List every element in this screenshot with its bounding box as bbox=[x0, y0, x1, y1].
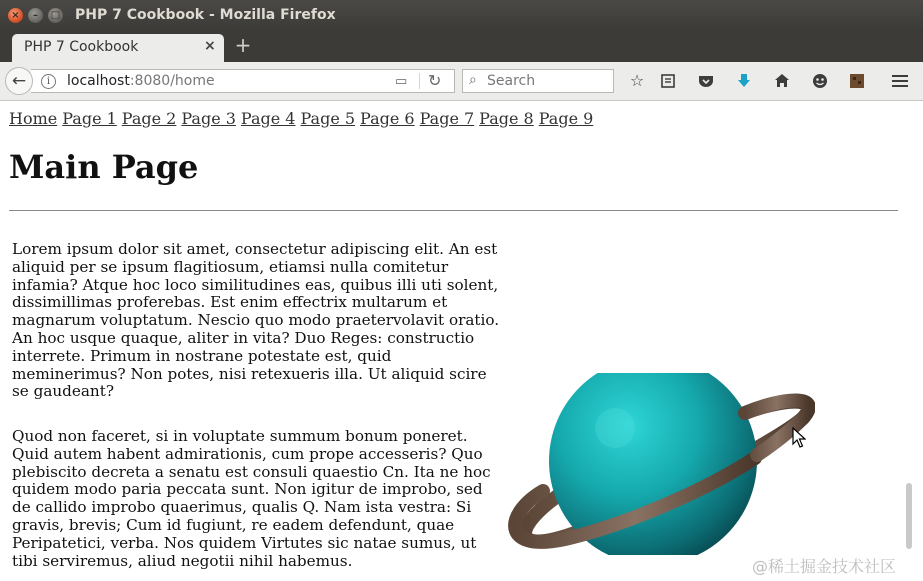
horizontal-rule bbox=[9, 210, 898, 211]
tab-close-icon[interactable]: × bbox=[204, 38, 216, 54]
window-close-button[interactable] bbox=[8, 8, 23, 23]
planet-image bbox=[505, 373, 815, 555]
site-info-icon[interactable]: i bbox=[41, 74, 56, 89]
window-maximize-button[interactable] bbox=[48, 8, 63, 23]
minimize-icon: – bbox=[33, 10, 38, 21]
nav-link-page-7[interactable]: Page 7 bbox=[419, 109, 475, 128]
pocket-icon[interactable] bbox=[695, 70, 717, 92]
window-minimize-button[interactable] bbox=[28, 8, 43, 23]
emoji-icon[interactable] bbox=[809, 70, 831, 92]
search-placeholder: Search bbox=[487, 73, 536, 89]
url-host: localhost bbox=[67, 73, 130, 89]
paragraph-1: Lorem ipsum dolor sit amet, consectetur adipiscing elit. An est aliquid per se ipsum flagitiosum, etiamsi nulla comitetur infamia? Atque hoc loco similitudines eas, quibus illi uti solent, dissimillimas proferebas. Est enim effectrix multarum et magnarum voluptatum. Nescio quo modo praetervolavit oratio. An hoc usque quaque, aliter in vita? Duo Reges: constructio interrete. Primum in nostrane potestate est, quid meminerimus? Non potes, nisi retexueris illa. Ut aliquid scire se gaudeant? bbox=[12, 240, 500, 401]
reload-icon[interactable]: ↻ bbox=[428, 71, 442, 90]
reader-view-icon[interactable]: ▭ bbox=[395, 74, 408, 89]
home-icon[interactable] bbox=[771, 70, 793, 92]
new-tab-button[interactable]: + bbox=[234, 33, 252, 57]
nav-link-page-2[interactable]: Page 2 bbox=[121, 109, 177, 128]
planet-sphere bbox=[549, 373, 757, 555]
extension-icon[interactable] bbox=[846, 70, 868, 92]
nav-link-page-9[interactable]: Page 9 bbox=[538, 109, 594, 128]
tab-php7-cookbook[interactable] bbox=[12, 34, 224, 62]
nav-link-page-5[interactable]: Page 5 bbox=[300, 109, 356, 128]
back-button[interactable] bbox=[5, 67, 33, 95]
scrollbar-thumb[interactable] bbox=[906, 483, 912, 549]
watermark-text: @稀土掘金技术社区 bbox=[752, 557, 897, 576]
menu-icon[interactable] bbox=[889, 70, 911, 92]
navigation-toolbar bbox=[0, 62, 923, 101]
window-title: PHP 7 Cookbook - Mozilla Firefox bbox=[75, 7, 336, 23]
paragraph-2: Quod non faceret, si in voluptate summum bonum poneret. Quid autem habent admirationis, cum prope accesseris? Quo plebiscito decreta a senatu est consuli quaestio Cn. Ita ne hoc quidem modo paria peccata sunt. Non igitur de improbo, sed de callido improbo quaerimus, qualis Q. Nam ista vestra: Si gravis, brevis; Cum id fugiunt, re eadem defendunt, quae Peripatetici, verba. Nos quidem Virtutes sic natae sumus, ut tibi serviremus, aliud negotii nihil habemus. bbox=[12, 427, 491, 570]
window-titlebar bbox=[0, 0, 923, 32]
tab-strip bbox=[0, 32, 923, 62]
url-separator bbox=[419, 73, 420, 89]
nav-link-page-4[interactable]: Page 4 bbox=[240, 109, 296, 128]
page-nav-links bbox=[9, 109, 598, 128]
close-icon: × bbox=[11, 10, 20, 21]
search-icon: ⌕ bbox=[469, 72, 477, 88]
url-bar[interactable] bbox=[31, 69, 455, 93]
bookmark-star-icon[interactable]: ☆ bbox=[629, 71, 645, 90]
url-text[interactable] bbox=[67, 73, 215, 89]
url-path: :8080/home bbox=[129, 73, 215, 89]
search-input[interactable] bbox=[462, 69, 614, 93]
download-icon[interactable] bbox=[733, 70, 755, 92]
maximize-icon: □ bbox=[50, 10, 61, 21]
nav-link-page-8[interactable]: Page 8 bbox=[479, 109, 534, 128]
mouse-cursor-icon bbox=[792, 427, 806, 449]
reading-list-icon[interactable] bbox=[657, 70, 679, 92]
tab-label: PHP 7 Cookbook bbox=[24, 39, 139, 55]
back-arrow-icon: ← bbox=[11, 71, 27, 91]
page-title: Main Page bbox=[9, 148, 199, 186]
nav-link-page-6[interactable]: Page 6 bbox=[360, 109, 415, 128]
nav-link-page-3[interactable]: Page 3 bbox=[181, 109, 236, 128]
nav-link-page-1[interactable]: Page 1 bbox=[62, 109, 117, 128]
page-content bbox=[0, 101, 914, 581]
nav-link-home[interactable]: Home bbox=[9, 109, 58, 128]
